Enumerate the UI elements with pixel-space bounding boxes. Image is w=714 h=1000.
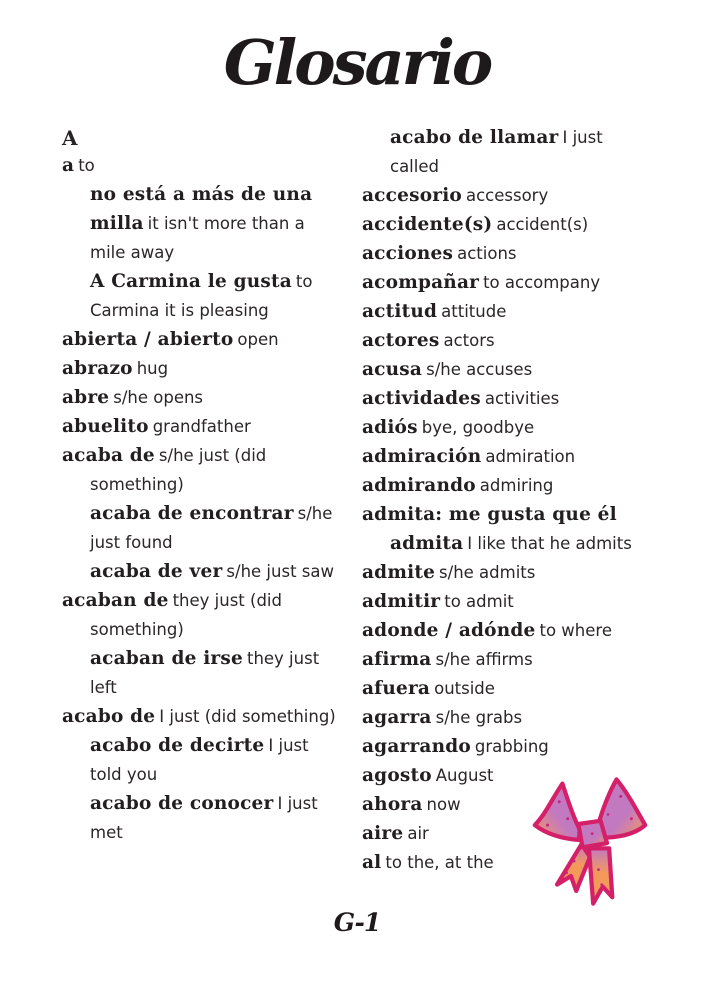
entry-definition: s/he just saw	[226, 562, 334, 581]
glossary-entry	[362, 733, 652, 762]
entry-definition: accident(s)	[496, 215, 589, 234]
entry-definition: they just left	[90, 649, 320, 697]
glossary-entry	[362, 675, 652, 704]
glossary-entry	[362, 472, 652, 501]
entry-definition: bye, goodbye	[421, 418, 535, 437]
glossary-entry	[62, 384, 338, 413]
entry-definition: to where	[539, 621, 612, 640]
glossary-entry	[62, 587, 338, 645]
glossary-entry	[362, 704, 652, 733]
glossary-entry	[62, 413, 338, 442]
glossary-entry	[362, 646, 652, 675]
bow-icon	[531, 772, 649, 910]
entry-definition: s/he just (did something)	[90, 446, 267, 494]
entry-term: acaban de	[62, 590, 169, 611]
entry-definition: grandfather	[152, 417, 251, 436]
glossary-entry	[90, 732, 338, 790]
glossary-entry	[362, 385, 652, 414]
glossary-entry	[390, 124, 652, 182]
entry-definition: s/he admits	[439, 563, 536, 582]
entry-definition: now	[426, 795, 461, 814]
entry-term: admita: me gusta que él admita	[362, 504, 617, 554]
glossary-column-right	[362, 124, 652, 878]
glossary-entry	[90, 500, 338, 558]
entry-term: accesorio	[362, 185, 462, 206]
entry-term: acusa	[362, 359, 423, 380]
glossary-entry	[362, 182, 652, 211]
entry-definition: it isn't more than a mile away	[90, 214, 305, 262]
page-title: Glosario	[223, 26, 491, 99]
entry-term: actores	[362, 330, 440, 351]
glossary-columns	[62, 124, 652, 878]
entry-term: acabo de decirte	[90, 735, 265, 756]
entry-definition: s/he accuses	[426, 360, 533, 379]
entry-term: afirma	[362, 649, 432, 670]
entry-definition: s/he just found	[90, 504, 333, 552]
entry-term: acaban de irse	[90, 648, 243, 669]
entry-term: admitir	[362, 591, 441, 612]
glossary-entry	[90, 268, 338, 326]
glossary-entry	[362, 501, 652, 559]
glossary-entry	[90, 558, 338, 587]
glossary-entry	[362, 588, 652, 617]
entry-definition: admiration	[485, 447, 576, 466]
bow-illustration	[531, 772, 649, 910]
entry-term: actitud	[362, 301, 438, 322]
entry-definition: I just met	[90, 794, 318, 842]
entry-term: adiós	[362, 417, 418, 438]
entry-definition: s/he opens	[113, 388, 204, 407]
entry-definition: hug	[136, 359, 169, 378]
entry-term: no está a más de una milla	[90, 184, 313, 234]
entry-term: aire	[362, 823, 404, 844]
glossary-entry	[362, 414, 652, 443]
entry-term: agarrando	[362, 736, 471, 757]
entry-term: a	[62, 155, 75, 176]
entry-definition: air	[407, 824, 429, 843]
entry-term: abrazo	[62, 358, 133, 379]
glossary-entry	[62, 442, 338, 500]
entry-definition: attitude	[441, 302, 507, 321]
entry-definition: s/he grabs	[435, 708, 523, 727]
entry-term: ahora	[362, 794, 423, 815]
entry-term: admiración	[362, 446, 482, 467]
glossary-entry	[62, 326, 338, 355]
entry-definition: grabbing	[474, 737, 549, 756]
entry-definition: August	[435, 766, 494, 785]
entry-definition: outside	[434, 679, 495, 698]
entry-definition: to the, at the	[385, 853, 494, 872]
glossary-column-left	[62, 124, 338, 878]
entry-definition: actions	[457, 244, 517, 263]
glossary-entry	[62, 152, 338, 181]
entry-definition: they just (did something)	[90, 591, 282, 639]
entry-definition: to admit	[444, 592, 514, 611]
entry-term: acabo de llamar	[390, 127, 559, 148]
glossary-entry	[362, 240, 652, 269]
entry-term: admirando	[362, 475, 476, 496]
entry-term: acaba de encontrar	[90, 503, 294, 524]
glossary-entry	[362, 327, 652, 356]
glossary-entry	[90, 181, 338, 268]
glossary-entry	[362, 356, 652, 385]
glossary-entry	[362, 443, 652, 472]
entry-definition: s/he affirms	[435, 650, 533, 669]
entry-definition: I just (did something)	[159, 707, 336, 726]
entry-definition: to	[78, 156, 95, 175]
entry-term: abre	[62, 387, 110, 408]
glossary-entry	[362, 211, 652, 240]
entry-term: abuelito	[62, 416, 149, 437]
entry-term: agosto	[362, 765, 432, 786]
glossary-entry	[90, 645, 338, 703]
entry-term: accidente(s)	[362, 214, 493, 235]
entry-term: acabo de conocer	[90, 793, 274, 814]
entry-term: admite	[362, 562, 436, 583]
entry-term: agarra	[362, 707, 432, 728]
entry-term: acaba de ver	[90, 561, 223, 582]
entry-term: A Carmina le gusta	[90, 271, 292, 292]
entry-term: al	[362, 852, 382, 873]
glossary-entry	[62, 703, 338, 732]
glossary-entry	[362, 298, 652, 327]
entry-term: acciones	[362, 243, 454, 264]
entry-definition: to Carmina it is pleasing	[90, 272, 313, 320]
entry-definition: activities	[484, 389, 560, 408]
page-number: G-1	[333, 908, 381, 937]
glossary-entry	[362, 269, 652, 298]
glossary-entry	[90, 790, 338, 848]
entry-definition: I just told you	[90, 736, 309, 784]
entry-definition: I like that he admits	[467, 534, 632, 553]
entry-term: actividades	[362, 388, 481, 409]
entry-definition: actors	[443, 331, 495, 350]
glossary-entry	[62, 355, 338, 384]
entry-term: abierta / abierto	[62, 329, 234, 350]
entry-definition: I just called	[390, 128, 603, 176]
entry-definition: admiring	[479, 476, 554, 495]
entry-term: acompañar	[362, 272, 480, 293]
entry-term: acabo de	[62, 706, 156, 727]
entry-term: acaba de	[62, 445, 155, 466]
entry-term: afuera	[362, 678, 431, 699]
entry-definition: to accompany	[483, 273, 601, 292]
section-letter: A	[62, 126, 78, 150]
glossary-entry	[362, 559, 652, 588]
entry-term: adonde / adónde	[362, 620, 536, 641]
entry-definition: accessory	[465, 186, 549, 205]
glossary-entry	[362, 617, 652, 646]
entry-definition: open	[237, 330, 279, 349]
